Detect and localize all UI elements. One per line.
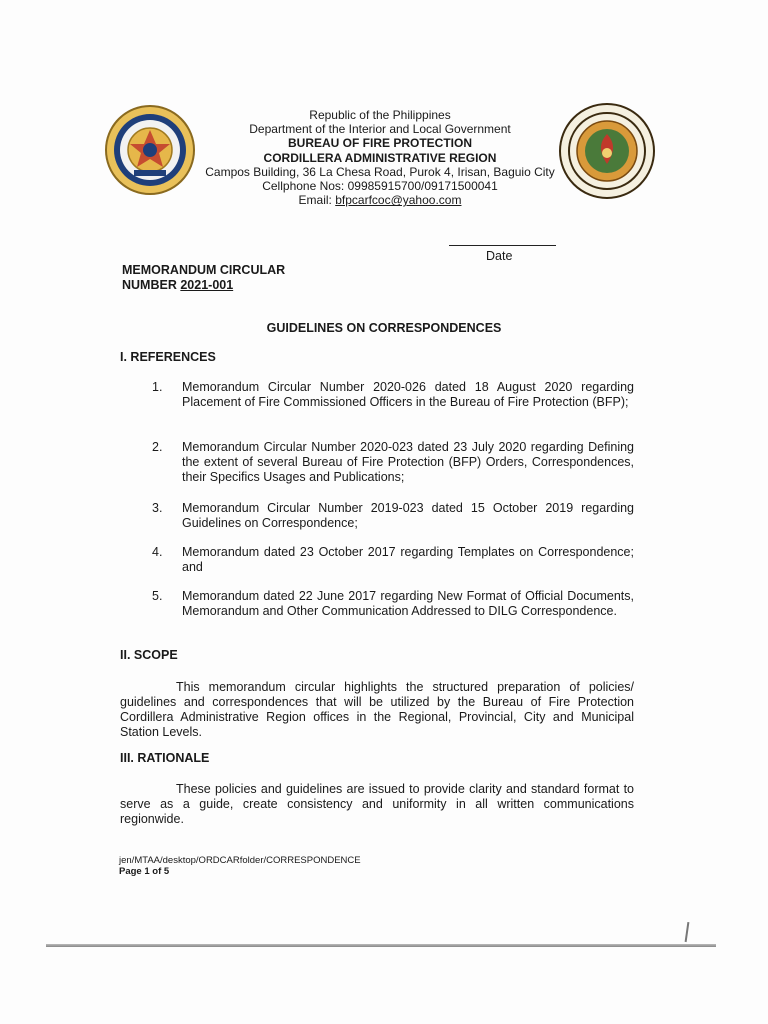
reference-text: Memorandum Circular Number 2020-026 dated 18 August 2020 regarding Placement of Fire Commissioned Officers in the Bureau of Fire Protection (BFP); bbox=[182, 380, 634, 409]
scan-edge-line bbox=[46, 944, 716, 947]
memo-number: 2021-001 bbox=[180, 278, 234, 292]
email-label: Email: bbox=[298, 193, 336, 208]
page-total: 5 bbox=[163, 866, 170, 877]
footer-page-number bbox=[119, 866, 361, 877]
scope-paragraph: This memorandum circular highlights the structured preparation of policies/ guidelines and correspondences that will be utilized by the Bureau of Fire Protection Cordillera Administrative Region offices in the Regional, Provincial, City and Municipal Station Levels. bbox=[120, 680, 634, 739]
memo-circular-title bbox=[122, 263, 285, 293]
bfp-seal-left-icon bbox=[104, 104, 196, 196]
rationale-paragraph: These policies and guidelines are issued to provide clarity and standard format to serve as a guide, create consistency and uniformity in all written communications regionwide. bbox=[120, 782, 634, 826]
reference-text: Memorandum Circular Number 2019-023 dated 15 October 2019 regarding Guidelines on Correspondence; bbox=[182, 501, 634, 530]
reference-text: Memorandum dated 22 June 2017 regarding New Format of Official Documents, Memorandum and Other Communication Addressed to DILG Correspondence. bbox=[182, 589, 634, 618]
reference-number: 3. bbox=[152, 501, 163, 515]
letterhead-line3: BUREAU OF FIRE PROTECTION bbox=[287, 136, 472, 151]
footer-file-path: jen/MTAA/desktop/ORDCARfolder/CORRESPONDENCE bbox=[119, 855, 361, 866]
memo-number-line bbox=[122, 278, 285, 293]
scan-mark bbox=[685, 922, 689, 942]
bfp-car-seal-right-icon bbox=[558, 102, 656, 200]
letterhead bbox=[190, 108, 570, 207]
bfp-car-seal-right bbox=[558, 102, 656, 200]
letterhead-line5: Campos Building, 36 La Chesa Road, Purok 4, Irisan, Baguio City bbox=[205, 164, 555, 179]
reference-number: 5. bbox=[152, 589, 163, 603]
rationale-heading: III. RATIONALE bbox=[120, 751, 210, 765]
page-footer bbox=[119, 855, 361, 877]
date-label: Date bbox=[486, 249, 513, 263]
references-heading: I. REFERENCES bbox=[120, 350, 216, 364]
reference-number: 4. bbox=[152, 545, 163, 559]
letterhead-email-line bbox=[190, 193, 570, 207]
reference-number: 2. bbox=[152, 440, 163, 454]
page-prefix: Page bbox=[119, 866, 145, 877]
letterhead-line4: CORDILLERA ADMINISTRATIVE REGION bbox=[263, 150, 497, 165]
memo-line1: MEMORANDUM CIRCULAR bbox=[122, 263, 286, 277]
letterhead-line2: Department of the Interior and Local Government bbox=[249, 122, 511, 137]
document-title: GUIDELINES ON CORRESPONDENCES bbox=[266, 321, 502, 335]
date-signature-line bbox=[449, 245, 556, 246]
bfp-seal-left bbox=[104, 104, 196, 196]
letterhead-line1: Republic of the Philippines bbox=[309, 108, 451, 122]
reference-text: Memorandum dated 23 October 2017 regarding Templates on Correspondence; and bbox=[182, 545, 634, 574]
page-current: 1 bbox=[144, 866, 150, 877]
letterhead-line6: Cellphone Nos: 09985915700/09171500041 bbox=[262, 179, 498, 194]
reference-number: 1. bbox=[152, 380, 163, 394]
reference-text: Memorandum Circular Number 2020-023 dated 23 July 2020 regarding Defining the extent of several Bureau of Fire Protection (BFP) Orders, Correspondences, their Specifics Usages and Publications; bbox=[182, 440, 634, 484]
email-link[interactable]: bfpcarfcoc@yahoo.com bbox=[335, 193, 462, 208]
scope-heading: II. SCOPE bbox=[120, 648, 178, 662]
memo-number-prefix: NUMBER bbox=[122, 278, 181, 292]
page-mid: of bbox=[149, 866, 164, 877]
